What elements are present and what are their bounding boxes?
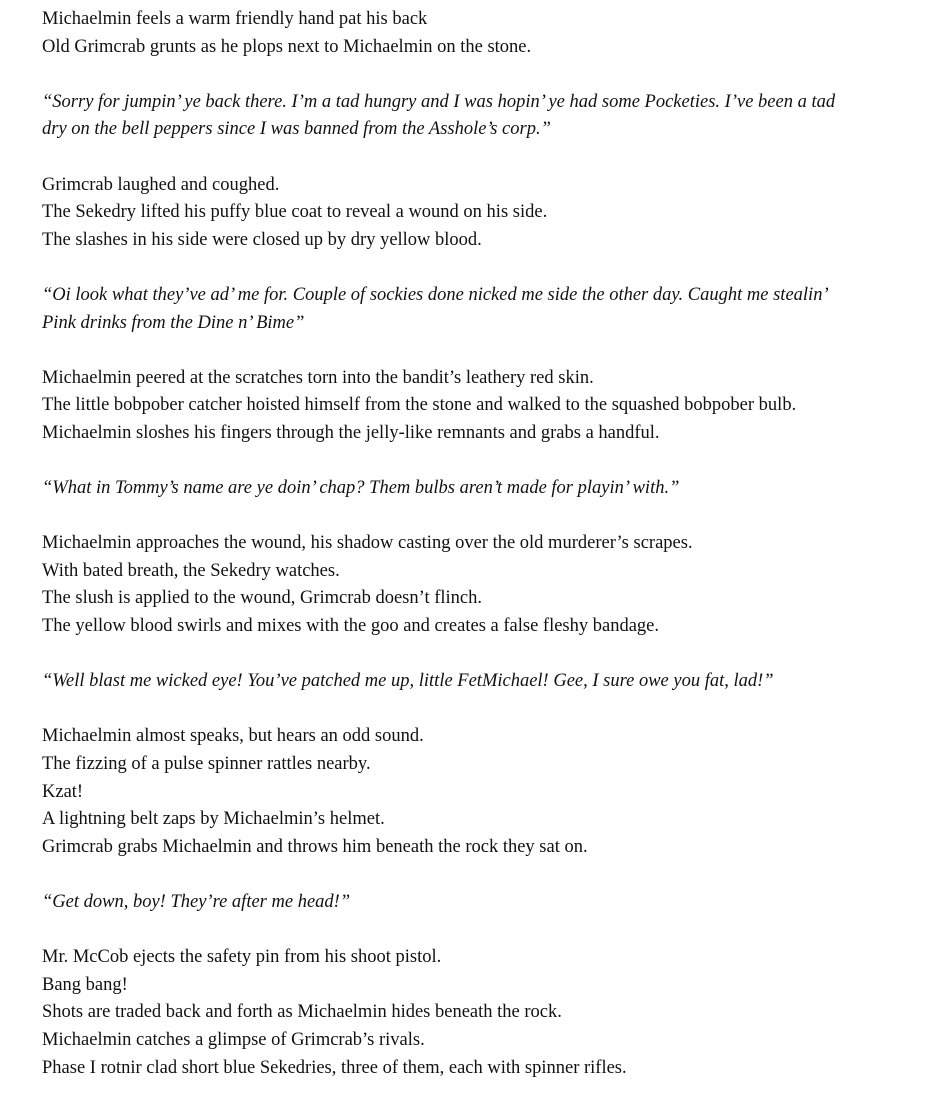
narration-line: Grimcrab grabs Michaelmin and throws him beneath the rock they sat on. bbox=[42, 836, 588, 857]
narration-paragraph bbox=[42, 365, 914, 448]
narration-line: Kzat! bbox=[42, 781, 84, 802]
narration-line: The fizzing of a pulse spinner rattles nearby. bbox=[42, 754, 371, 775]
dialogue-paragraph bbox=[42, 89, 914, 144]
dialogue-line: “Get down, boy! They’re after me head!” bbox=[42, 892, 351, 912]
narration-line: The little bobpober catcher hoisted himself from the stone and walked to the squashed bobpober bulb. bbox=[42, 395, 797, 416]
dialogue-line: “What in Tommy’s name are ye doin’ chap? Them bulbs aren’t made for playin’ with.” bbox=[42, 478, 680, 499]
narration-line: The Sekedry lifted his puffy blue coat to reveal a wound on his side. bbox=[42, 202, 548, 223]
narration-line: Michaelmin feels a warm friendly hand pat his back bbox=[42, 9, 428, 29]
narration-line: Shots are traded back and forth as Michaelmin hides beneath the rock. bbox=[42, 1002, 562, 1023]
narration-line: The slush is applied to the wound, Grimcrab doesn’t flinch. bbox=[42, 588, 482, 609]
narration-line: A lightning belt zaps by Michaelmin’s helmet. bbox=[42, 809, 385, 830]
narration-line: Michaelmin peered at the scratches torn into the bandit’s leathery red skin. bbox=[42, 367, 594, 388]
narration-paragraph bbox=[42, 6, 914, 61]
narration-line: Mr. McCob ejects the safety pin from his shoot pistol. bbox=[42, 947, 442, 968]
narration-paragraph bbox=[42, 172, 914, 255]
narration-line: Michaelmin almost speaks, but hears an odd sound. bbox=[42, 726, 424, 747]
dialogue-line: “Oi look what they’ve ad’ me for. Couple of sockies done nicked me side the other day. Caught me stealin’ bbox=[42, 284, 829, 305]
dialogue-line: “Well blast me wicked eye! You’ve patched me up, little FetMichael! Gee, I sure owe you fat, lad!” bbox=[42, 671, 774, 692]
narration-paragraph bbox=[42, 530, 914, 640]
dialogue-line: “Sorry for jumpin’ ye back there. I’m a tad hungry and I was hopin’ ye had some Pocketies. I’ve been a tad bbox=[42, 91, 836, 112]
dialogue-line: Pink drinks from the Dine n’ Bime” bbox=[42, 312, 305, 333]
narration-paragraph bbox=[42, 944, 914, 1082]
dialogue-paragraph bbox=[42, 282, 914, 337]
narration-line: The yellow blood swirls and mixes with the goo and creates a false fleshy bandage. bbox=[42, 616, 660, 637]
narration-line: Michaelmin sloshes his fingers through the jelly-like remnants and grabs a handful. bbox=[42, 422, 660, 443]
narration-line: Michaelmin approaches the wound, his shadow casting over the old murderer’s scrapes. bbox=[42, 533, 693, 554]
dialogue-paragraph bbox=[42, 668, 914, 696]
dialogue-paragraph bbox=[42, 475, 914, 503]
narration-line: Michaelmin catches a glimpse of Grimcrab’s rivals. bbox=[42, 1029, 425, 1050]
dialogue-paragraph bbox=[42, 889, 914, 917]
narration-line: Phase I rotnir clad short blue Sekedries, three of them, each with spinner rifles. bbox=[42, 1057, 627, 1078]
narration-paragraph bbox=[42, 723, 914, 861]
narration-line: Bang bang! bbox=[42, 974, 128, 995]
narration-line: The slashes in his side were closed up by dry yellow blood. bbox=[42, 229, 482, 250]
narration-line: Old Grimcrab grunts as he plops next to Michaelmin on the stone. bbox=[42, 36, 532, 57]
dialogue-line: dry on the bell peppers since I was banned from the Asshole’s corp.” bbox=[42, 119, 551, 140]
story-page bbox=[42, 6, 914, 1110]
narration-line: Grimcrab laughed and coughed. bbox=[42, 174, 280, 195]
narration-line: With bated breath, the Sekedry watches. bbox=[42, 560, 340, 581]
